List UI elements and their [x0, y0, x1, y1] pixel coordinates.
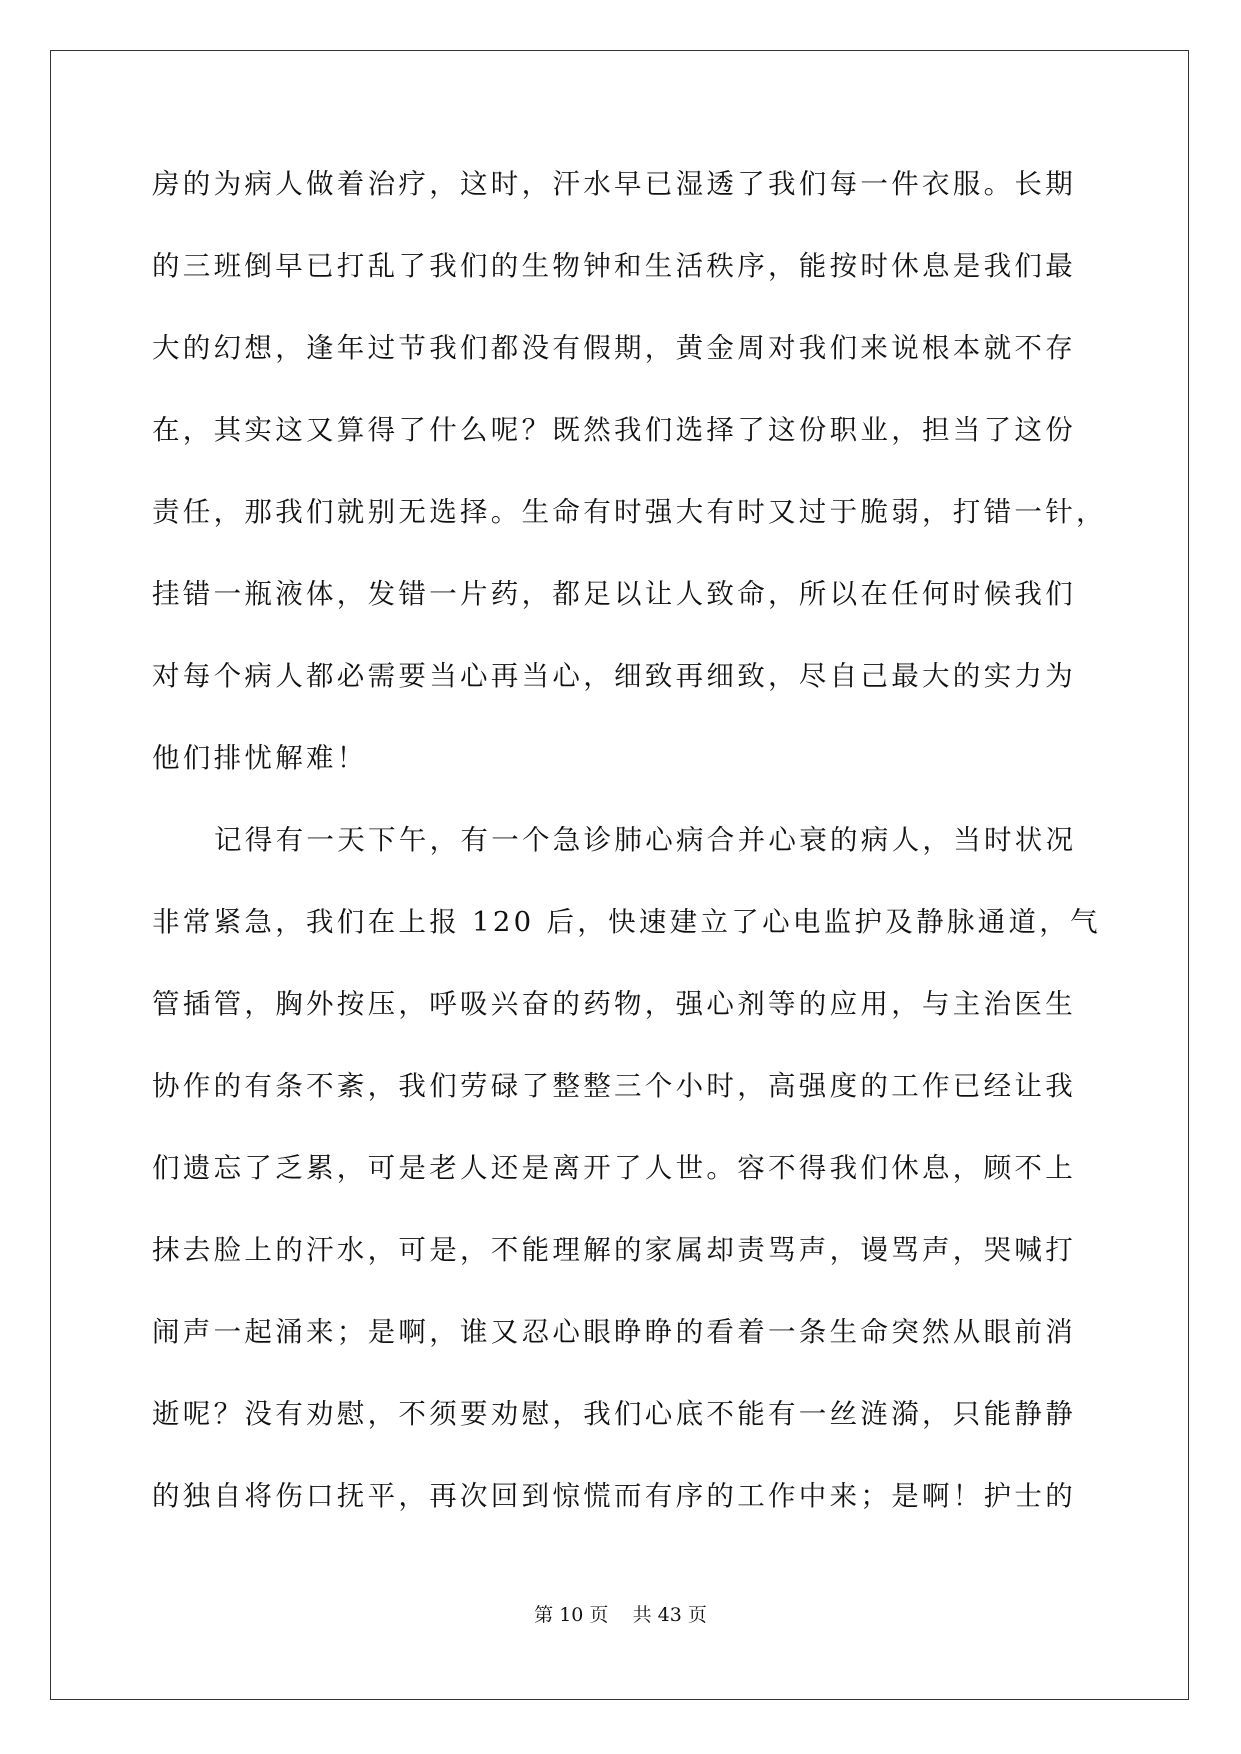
paragraph-first-line: 记得有一天下午，有一个急诊肺心病合并心衰的病人，当时状况 [214, 824, 1077, 856]
page-border [50, 50, 1189, 1700]
text-line: 在，其实这又算得了什么呢？既然我们选择了这份职业，担当了这份 [152, 414, 1076, 446]
text-line: 责任，那我们就别无选择。生命有时强大有时又过于脆弱，打错一针， [152, 496, 1107, 528]
text-line: 逝呢？没有劝慰，不须要劝慰，我们心底不能有一丝涟漪，只能静静 [152, 1398, 1076, 1430]
text-line: 的独自将伤口抚平，再次回到惊慌而有序的工作中来；是啊！护士的 [152, 1480, 1076, 1512]
text-line: 闹声一起涌来；是啊，谁又忍心眼睁睁的看着一条生命突然从眼前消 [152, 1316, 1076, 1348]
text-line: 抹去脸上的汗水，可是，不能理解的家属却责骂声，谩骂声，哭喊打 [152, 1234, 1076, 1266]
text-line: 们遗忘了乏累，可是老人还是离开了人世。容不得我们休息，顾不上 [152, 1152, 1076, 1184]
text-line: 大的幻想，逢年过节我们都没有假期，黄金周对我们来说根本就不存 [152, 332, 1076, 364]
text-line: 管插管，胸外按压，呼吸兴奋的药物，强心剂等的应用，与主治医生 [152, 988, 1076, 1020]
text-line: 对每个病人都必需要当心再当心，细致再细致，尽自己最大的实力为 [152, 660, 1076, 692]
text-line: 的三班倒早已打乱了我们的生物钟和生活秩序，能按时休息是我们最 [152, 250, 1076, 282]
text-line: 协作的有条不紊，我们劳碌了整整三个小时，高强度的工作已经让我 [152, 1070, 1076, 1102]
text-line: 房的为病人做着治疗，这时，汗水早已湿透了我们每一件衣服。长期 [152, 168, 1076, 200]
page-number-footer: 第 10 页 共 43 页 [534, 1604, 707, 1626]
text-line: 非常紧急，我们在上报 120 后，快速建立了心电监护及静脉通道，气 [152, 906, 1101, 938]
text-line: 挂错一瓶液体，发错一片药，都足以让人致命，所以在任何时候我们 [152, 578, 1076, 610]
text-line: 他们排忧解难！ [152, 742, 368, 774]
